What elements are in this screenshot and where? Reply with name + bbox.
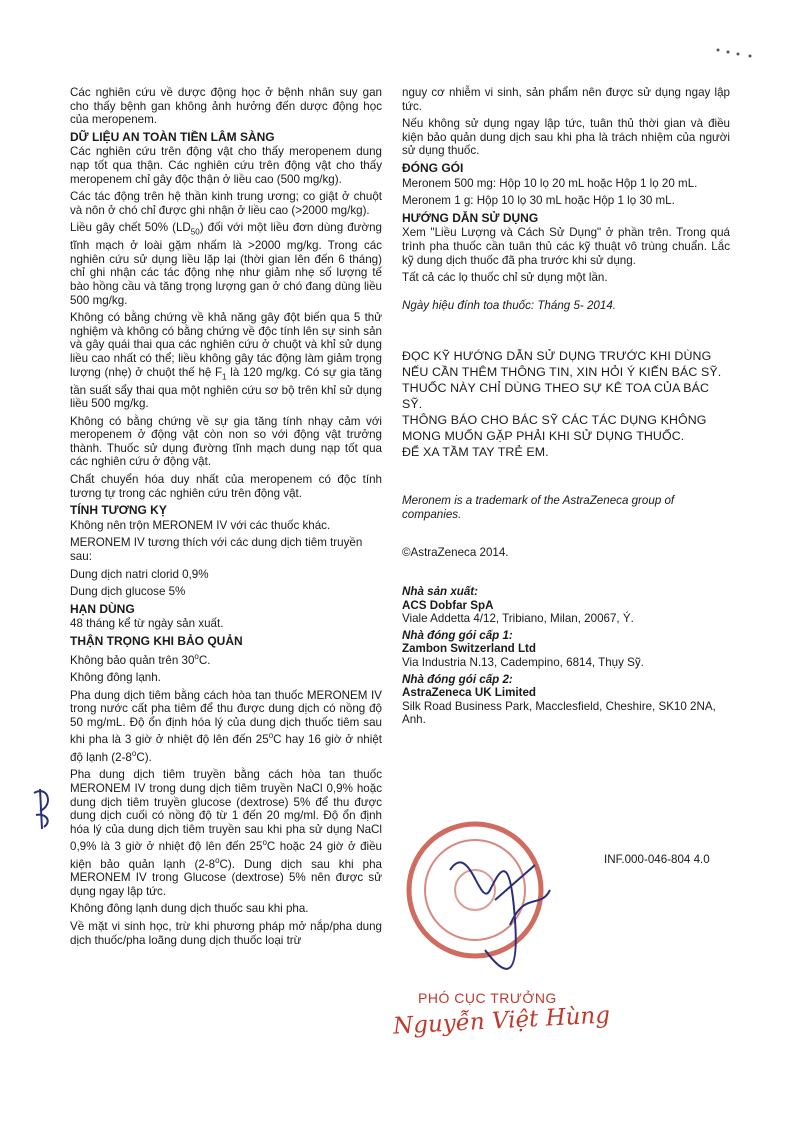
infusion-prep-text-b: C hoặc 24 giờ ở điều kiện bảo quản lạnh (2-8 (70, 840, 382, 871)
paragraph-cns-effects: Các tác động trên hệ thần kinh trung ương; co giật ở chuột và nôn ở chó chỉ được ghi nhận ở liều cao (>2000 mg/kg). (70, 190, 382, 217)
degree-sup: o (215, 855, 220, 865)
paragraph-compatible-solutions: MERONEM IV tương thích với các dung dịch tiêm truyền sau: (70, 536, 363, 564)
paragraph-infusion-prep (70, 768, 382, 898)
mutagenicity-text-b: là 120 mg/kg. Có sự gia tăng tần suất sẩy thai qua một nghiên cứu sơ bộ trên khỉ sử dụng liều 500 mg/kg. (70, 365, 382, 411)
primary-packager-label: Nhà đóng gói cấp 1: (402, 628, 513, 642)
storage-temp-text: Không bảo quản trên 30 (70, 653, 195, 667)
ld50-subscript: 50 (190, 227, 200, 237)
injection-prep-text-c: C). (136, 750, 152, 764)
warning-report-side-effects: THÔNG BÁO CHO BÁC SỸ CÁC TÁC DỤNG KHÔNG MONG MUỐN GẶP PHẢI KHI SỬ DỤNG THUỐC. (402, 413, 707, 444)
signatory-name: Nguyễn Việt Hùng (392, 1002, 611, 1040)
primary-packager-name: Zambon Switzerland Ltd (402, 642, 536, 656)
injection-prep-text-a: Pha dung dịch tiêm bằng cách hòa tan thuốc MERONEM IV trong nước cất pha tiêm để thu được dung dịch có nồng độ 50 mg/mL. Độ ổn định hóa lý của dung dịch thuốc tiêm sau khi pha là 3 giờ ở nhiệt độ lên đến 25 (70, 688, 382, 747)
paragraph-no-freeze-solution: Không đông lạnh dung dịch thuốc sau khi pha. (70, 902, 309, 916)
paragraph-pack-1g: Meronem 1 g: Hộp 10 lọ 30 mL hoặc Hộp 1 lọ 30 mL. (402, 194, 675, 208)
copyright-notice: ©AstraZeneca 2014. (402, 545, 509, 559)
paragraph-hepatic: Các nghiên cứu về dược động học ở bệnh nhân suy gan cho thấy bệnh gan không ảnh hưởng đến dược động học của meropenem. (70, 86, 382, 127)
heading-shelf-life: HẠN DÙNG (70, 601, 135, 616)
warning-prescription-only: THUỐC NÀY CHỈ DÙNG THEO SỰ KÊ TOA CỦA BÁC SỸ. (402, 381, 710, 412)
heading-incompatibilities: TÍNH TƯƠNG KỴ (70, 503, 167, 518)
paragraph-no-mixing: Không nên trộn MERONEM IV với các thuốc khác. (70, 518, 331, 532)
secondary-packager-name: AstraZeneca UK Limited (402, 686, 537, 700)
right-column (402, 86, 730, 730)
manufacturer-label: Nhà sản xuất: (402, 585, 479, 599)
document-reference: INF.000-046-804 4.0 (604, 853, 710, 866)
warning-ask-doctor: NẾU CẦN THÊM THÔNG TIN, XIN HỎI Ý KIẾN BÁC SỸ. (402, 365, 722, 380)
paragraph-pack-500mg: Meronem 500 mg: Hộp 10 lọ 20 mL hoặc Hộp 1 lọ 20 mL. (402, 176, 698, 190)
heading-usage-instructions: HƯỚNG DẪN SỬ DỤNG (402, 210, 539, 225)
revision-date: Ngày hiệu đính toa thuốc: Tháng 5- 2014. (402, 298, 616, 312)
degree-sup: o (268, 731, 274, 741)
paragraph-microbial-risk: nguy cơ nhiễm vi sinh, sản phẩm nên được sử dụng ngay lập tức. (402, 86, 730, 113)
manufacturer-address: Viale Addetta 4/12, Tribiano, Milan, 20067, Ý. (402, 612, 634, 626)
warnings-block (402, 348, 730, 460)
degree-sup: o (262, 838, 267, 848)
handwritten-signature (440, 830, 560, 980)
mutagenicity-text-a: Không có bằng chứng về khả năng gây đột biến qua 5 thử nghiệm và không có bằng chứng về độc tính lên sự sinh sản và gây quái thai qua các nghiên cứu ở chuột và khỉ sử dụng liều cao nhất có thể; liều không gây tác động làm giảm trọng lượng (nhẹ) ở chuột thế hệ F (70, 311, 382, 379)
paragraph-single-use: Tất cả các lọ thuốc chỉ sử dụng một lần. (402, 271, 608, 285)
heading-preclinical-safety: DỮ LIỆU AN TOÀN TIỀN LÂM SÀNG (70, 129, 275, 144)
degree-sup: o (194, 651, 199, 661)
paragraph-injection-prep (70, 689, 382, 765)
secondary-packager-address: Silk Road Business Park, Macclesfield, Cheshire, SK10 2NA, Anh. (402, 699, 716, 727)
paragraph-microbiology: Về mặt vi sinh học, trừ khi phương pháp mở nắp/pha dung dịch thuốc/pha loãng dung dịch thuốc loại trừ (70, 919, 382, 947)
paragraph-mutagenicity (70, 311, 382, 410)
warning-read-instructions: ĐỌC KỸ HƯỚNG DẪN SỬ DỤNG TRƯỚC KHI DÙNG (402, 349, 712, 364)
ld50-text-b: ) đối với một liều đơn dùng đường tĩnh mạch ở loài gặm nhấm là >2000 mg/kg. Trong các nghiên cứu sử dụng liều lặp lại (thời gian lên đến 6 tháng) chỉ ghi nhận các tác động nhẹ như giảm nhẹ số lượng tế bào hồng cầu và tăng trọng lượng gan ở chó đang dùng liều 500 mg/kg. (70, 221, 383, 307)
paragraph-ld50 (70, 221, 382, 307)
storage-temp-unit: C. (198, 653, 211, 667)
left-column (70, 86, 382, 951)
paragraph-usage: Xem "Liều Lượng và Cách Sử Dụng" ở phần trên. Trong quá trình pha thuốc cần tuân thủ các kỹ thuật vô trùng chuẩn. Lắc kỹ dung dịch thuốc đã pha trước khi sử dụng. (402, 226, 730, 267)
f1-subscript: 1 (222, 371, 227, 381)
warning-keep-away-children: ĐỂ XA TẦM TAY TRẺ EM. (402, 445, 549, 460)
injection-prep-text-b: C hay 16 giờ ở nhiệt độ lạnh (2-8 (70, 733, 383, 764)
paragraph-renal-tolerance: Các nghiên cứu trên động vật cho thấy meropenem dung nạp tốt qua thận. Các nghiên cứu trên động vật cho thấy meropenem chỉ gây độc thận ở liều cao (500 mg/kg). (70, 145, 382, 186)
trademark-notice: Meronem is a trademark of the AstraZeneca group of companies. (402, 494, 675, 521)
margin-initials-mark (28, 785, 60, 835)
secondary-packager-label: Nhà đóng gói cấp 2: (402, 672, 513, 686)
signatory-title: PHÓ CỤC TRƯỞNG (418, 990, 557, 1006)
infusion-prep-text-c: C). Dung dịch sau khi pha MERONEM IV trong Glucose (dextrose) 5% nên được sử dụng ngay lập tức. (70, 857, 382, 898)
paragraph-glucose: Dung dịch glucose 5% (70, 585, 186, 599)
paragraph-shelf-life: 48 tháng kể từ ngày sản xuất. (70, 617, 224, 631)
paragraph-metabolite: Chất chuyển hóa duy nhất của meropenem có độc tính tương tự trong các nghiên cứu trên động vật. (70, 473, 382, 500)
infusion-prep-text-a: Pha dung dịch tiêm truyền bằng cách hòa tan thuốc MERONEM IV trong dung dịch tiêm truyền NaCl 0,9% hoặc dung dịch tiêm truyền glucose (dextrose) 5% để thu được dung dịch cuối có nồng độ từ 1 đến 20 mg/ml. Độ ổn định hóa lý của dung dịch tiêm truyền sau khi pha sử dụng NaCl 0,9% là 3 giờ ở nhiệt độ lên đến 25 (70, 768, 382, 854)
manufacturer-name: ACS Dobfar SpA (402, 598, 494, 612)
paragraph-no-freeze: Không đông lạnh. (70, 671, 161, 685)
primary-packager-address: Via Industria N.13, Cadempino, 6814, Thụy Sỹ. (402, 656, 644, 670)
degree-sup: o (131, 748, 137, 758)
corner-dots-mark (714, 44, 764, 64)
heading-packaging: ĐÓNG GÓI (402, 160, 464, 175)
heading-storage-precautions: THẬN TRỌNG KHI BẢO QUẢN (70, 634, 243, 648)
paragraph-user-responsibility: Nếu không sử dụng ngay lập tức, tuân thủ thời gian và điều kiện bảo quản dung dịch sau khi pha là trách nhiệm của người sử dụng thuốc. (402, 117, 730, 158)
ld50-text-a: Liều gây chết 50% (LD (70, 221, 191, 235)
paragraph-storage-temp (70, 650, 382, 667)
paragraph-juvenile-sensitivity: Không có bằng chứng về sự gia tăng tính nhạy cảm với meropenem ở động vật còn non so với động vật trưởng thành. Thuốc sử dụng đường tĩnh mạch dung nạp tốt qua các nghiên cứu ở động vật. (70, 414, 382, 469)
paragraph-nacl: Dung dịch natri clorid 0,9% (70, 567, 209, 581)
